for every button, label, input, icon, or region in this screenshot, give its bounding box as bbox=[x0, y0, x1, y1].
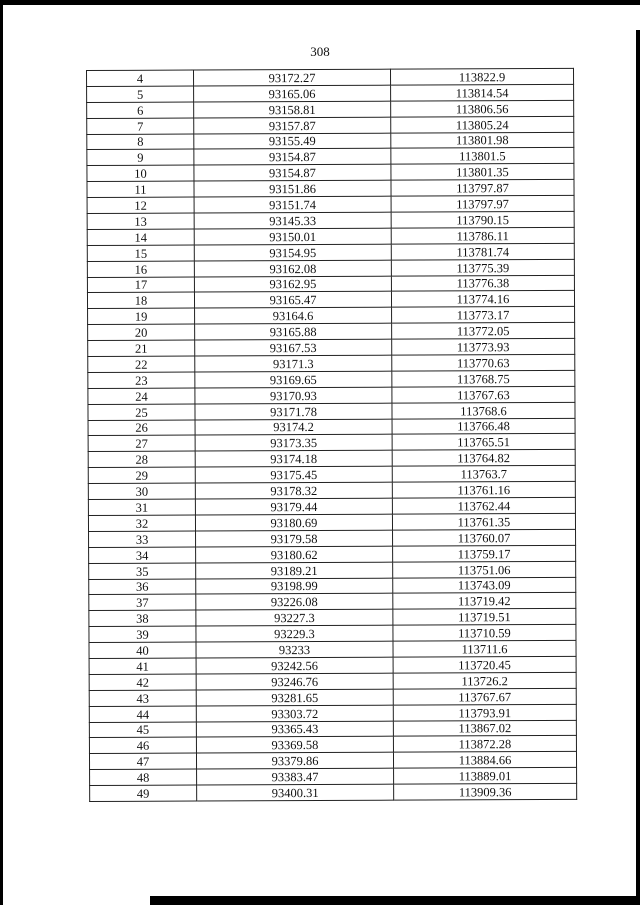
y-coordinate-cell: 113761.16 bbox=[392, 482, 575, 499]
scan-border-top bbox=[0, 0, 640, 5]
x-coordinate-cell: 93164.6 bbox=[195, 308, 392, 325]
y-coordinate-cell: 113768.6 bbox=[392, 402, 575, 419]
coordinate-table bbox=[86, 68, 577, 802]
x-coordinate-cell: 93303.72 bbox=[196, 705, 393, 722]
x-coordinate-cell: 93162.08 bbox=[194, 260, 391, 277]
table-row bbox=[87, 243, 574, 261]
y-coordinate-cell: 113773.93 bbox=[392, 339, 575, 356]
x-coordinate-cell: 93379.86 bbox=[196, 752, 393, 769]
x-coordinate-cell: 93174.2 bbox=[195, 419, 392, 436]
table-row bbox=[90, 768, 577, 786]
x-coordinate-cell: 93165.88 bbox=[195, 323, 392, 340]
point-number-cell: 11 bbox=[87, 181, 194, 197]
table-row bbox=[87, 84, 574, 102]
x-coordinate-cell: 93165.47 bbox=[194, 292, 391, 309]
point-number-cell: 38 bbox=[89, 610, 196, 626]
y-coordinate-cell: 113801.5 bbox=[391, 148, 574, 165]
y-coordinate-cell: 113710.59 bbox=[393, 625, 576, 642]
x-coordinate-cell: 93150.01 bbox=[194, 228, 391, 245]
scan-border-bottom bbox=[150, 896, 640, 905]
scan-border-left bbox=[0, 0, 3, 905]
y-coordinate-cell: 113719.42 bbox=[393, 593, 576, 610]
x-coordinate-cell: 93157.87 bbox=[194, 117, 391, 134]
y-coordinate-cell: 113768.75 bbox=[392, 370, 575, 387]
x-coordinate-cell: 93400.31 bbox=[197, 784, 394, 801]
x-coordinate-cell: 93167.53 bbox=[195, 339, 392, 356]
y-coordinate-cell: 113760.07 bbox=[393, 529, 576, 546]
point-number-cell: 47 bbox=[89, 753, 196, 769]
table-row bbox=[88, 307, 575, 325]
table-row bbox=[87, 100, 574, 118]
point-number-cell: 6 bbox=[87, 102, 194, 118]
x-coordinate-cell: 93175.45 bbox=[195, 466, 392, 483]
table-row bbox=[89, 545, 576, 563]
x-coordinate-cell: 93226.08 bbox=[196, 594, 393, 611]
table-row bbox=[87, 211, 574, 229]
y-coordinate-cell: 113781.74 bbox=[391, 243, 574, 260]
table-row bbox=[87, 195, 574, 213]
table-row bbox=[89, 529, 576, 547]
y-coordinate-cell: 113765.51 bbox=[392, 434, 575, 451]
point-number-cell: 33 bbox=[89, 531, 196, 547]
point-number-cell: 19 bbox=[88, 308, 195, 324]
x-coordinate-cell: 93369.58 bbox=[196, 737, 393, 754]
y-coordinate-cell: 113770.63 bbox=[392, 354, 575, 371]
y-coordinate-cell: 113767.67 bbox=[393, 688, 576, 705]
point-number-cell: 14 bbox=[87, 229, 194, 245]
x-coordinate-cell: 93178.32 bbox=[195, 482, 392, 499]
table-row bbox=[87, 68, 574, 86]
table-row bbox=[88, 497, 575, 515]
y-coordinate-cell: 113822.9 bbox=[390, 68, 573, 85]
point-number-cell: 30 bbox=[88, 483, 195, 499]
x-coordinate-cell: 93242.56 bbox=[196, 657, 393, 674]
y-coordinate-cell: 113719.51 bbox=[393, 609, 576, 626]
table-row bbox=[89, 736, 576, 754]
y-coordinate-cell: 113806.56 bbox=[391, 100, 574, 117]
table-row bbox=[87, 227, 574, 245]
y-coordinate-cell: 113889.01 bbox=[394, 768, 577, 785]
y-coordinate-cell: 113775.39 bbox=[391, 259, 574, 276]
table-row bbox=[88, 434, 575, 452]
x-coordinate-cell: 93233 bbox=[196, 641, 393, 658]
point-number-cell: 15 bbox=[87, 245, 194, 261]
point-number-cell: 13 bbox=[87, 213, 194, 229]
y-coordinate-cell: 113764.82 bbox=[392, 450, 575, 467]
x-coordinate-cell: 93365.43 bbox=[196, 721, 393, 738]
x-coordinate-cell: 93281.65 bbox=[196, 689, 393, 706]
point-number-cell: 32 bbox=[88, 515, 195, 531]
point-number-cell: 9 bbox=[87, 149, 194, 165]
point-number-cell: 16 bbox=[87, 261, 194, 277]
table-body bbox=[87, 68, 577, 801]
table-row bbox=[89, 577, 576, 595]
x-coordinate-cell: 93169.65 bbox=[195, 371, 392, 388]
point-number-cell: 22 bbox=[88, 356, 195, 372]
table-row bbox=[89, 656, 576, 674]
scan-border-right bbox=[636, 30, 640, 905]
table-row bbox=[88, 466, 575, 484]
x-coordinate-cell: 93172.27 bbox=[194, 69, 391, 86]
table-row bbox=[88, 402, 575, 420]
point-number-cell: 27 bbox=[88, 436, 195, 452]
y-coordinate-cell: 113743.09 bbox=[393, 577, 576, 594]
y-coordinate-cell: 113872.28 bbox=[393, 736, 576, 753]
point-number-cell: 25 bbox=[88, 404, 195, 420]
point-number-cell: 8 bbox=[87, 134, 194, 150]
y-coordinate-cell: 113720.45 bbox=[393, 656, 576, 673]
point-number-cell: 23 bbox=[88, 372, 195, 388]
x-coordinate-cell: 93154.95 bbox=[194, 244, 391, 261]
y-coordinate-cell: 113814.54 bbox=[391, 84, 574, 101]
x-coordinate-cell: 93171.3 bbox=[195, 355, 392, 372]
table-row bbox=[89, 688, 576, 706]
x-coordinate-cell: 93180.69 bbox=[195, 514, 392, 531]
point-number-cell: 26 bbox=[88, 420, 195, 436]
point-number-cell: 7 bbox=[87, 118, 194, 134]
table-row bbox=[87, 291, 574, 309]
x-coordinate-cell: 93165.06 bbox=[194, 85, 391, 102]
point-number-cell: 48 bbox=[90, 769, 197, 785]
y-coordinate-cell: 113776.38 bbox=[391, 275, 574, 292]
table-row bbox=[88, 450, 575, 468]
x-coordinate-cell: 93174.18 bbox=[195, 451, 392, 468]
point-number-cell: 37 bbox=[89, 594, 196, 610]
y-coordinate-cell: 113884.66 bbox=[393, 752, 576, 769]
table-row bbox=[88, 354, 575, 372]
y-coordinate-cell: 113766.48 bbox=[392, 418, 575, 435]
point-number-cell: 49 bbox=[90, 785, 197, 801]
y-coordinate-cell: 113786.11 bbox=[391, 227, 574, 244]
table-row bbox=[89, 625, 576, 643]
point-number-cell: 28 bbox=[88, 451, 195, 467]
table-row bbox=[87, 164, 574, 182]
point-number-cell: 17 bbox=[87, 277, 194, 293]
point-number-cell: 18 bbox=[87, 292, 194, 308]
x-coordinate-cell: 93189.21 bbox=[196, 562, 393, 579]
point-number-cell: 12 bbox=[87, 197, 194, 213]
table-row bbox=[88, 482, 575, 500]
x-coordinate-cell: 93155.49 bbox=[194, 133, 391, 150]
y-coordinate-cell: 113711.6 bbox=[393, 640, 576, 657]
x-coordinate-cell: 93170.93 bbox=[195, 387, 392, 404]
point-number-cell: 5 bbox=[87, 86, 194, 102]
y-coordinate-cell: 113767.63 bbox=[392, 386, 575, 403]
x-coordinate-cell: 93162.95 bbox=[194, 276, 391, 293]
x-coordinate-cell: 93179.58 bbox=[196, 530, 393, 547]
point-number-cell: 21 bbox=[88, 340, 195, 356]
point-number-cell: 4 bbox=[87, 70, 194, 86]
y-coordinate-cell: 113762.44 bbox=[392, 497, 575, 514]
table-row bbox=[87, 116, 574, 134]
y-coordinate-cell: 113867.02 bbox=[393, 720, 576, 737]
point-number-cell: 36 bbox=[89, 579, 196, 595]
page-number: 308 bbox=[310, 44, 330, 59]
y-coordinate-cell: 113774.16 bbox=[391, 291, 574, 308]
table-row bbox=[87, 148, 574, 166]
y-coordinate-cell: 113793.91 bbox=[393, 704, 576, 721]
x-coordinate-cell: 93158.81 bbox=[194, 101, 391, 118]
y-coordinate-cell: 113909.36 bbox=[394, 783, 577, 800]
y-coordinate-cell: 113805.24 bbox=[391, 116, 574, 133]
point-number-cell: 10 bbox=[87, 165, 194, 181]
table-row bbox=[89, 752, 576, 770]
point-number-cell: 41 bbox=[89, 658, 196, 674]
table-row bbox=[88, 418, 575, 436]
table-row bbox=[88, 323, 575, 341]
x-coordinate-cell: 93246.76 bbox=[196, 673, 393, 690]
point-number-cell: 44 bbox=[89, 706, 196, 722]
point-number-cell: 46 bbox=[89, 737, 196, 753]
y-coordinate-cell: 113801.35 bbox=[391, 164, 574, 181]
table-row bbox=[89, 672, 576, 690]
point-number-cell: 20 bbox=[88, 324, 195, 340]
point-number-cell: 34 bbox=[89, 547, 196, 563]
x-coordinate-cell: 93173.35 bbox=[195, 435, 392, 452]
x-coordinate-cell: 93180.62 bbox=[196, 546, 393, 563]
table-row bbox=[88, 370, 575, 388]
table-row bbox=[87, 259, 574, 277]
y-coordinate-cell: 113790.15 bbox=[391, 211, 574, 228]
y-coordinate-cell: 113797.97 bbox=[391, 195, 574, 212]
x-coordinate-cell: 93145.33 bbox=[194, 212, 391, 229]
table-row bbox=[88, 339, 575, 357]
x-coordinate-cell: 93198.99 bbox=[196, 578, 393, 595]
x-coordinate-cell: 93383.47 bbox=[197, 768, 394, 785]
y-coordinate-cell: 113726.2 bbox=[393, 672, 576, 689]
table-row bbox=[88, 513, 575, 531]
table-row bbox=[89, 704, 576, 722]
y-coordinate-cell: 113772.05 bbox=[392, 323, 575, 340]
table-row bbox=[89, 593, 576, 611]
point-number-cell: 35 bbox=[89, 563, 196, 579]
point-number-cell: 29 bbox=[88, 467, 195, 483]
point-number-cell: 24 bbox=[88, 388, 195, 404]
x-coordinate-cell: 93171.78 bbox=[195, 403, 392, 420]
y-coordinate-cell: 113761.35 bbox=[392, 513, 575, 530]
x-coordinate-cell: 93151.86 bbox=[194, 180, 391, 197]
table-row bbox=[88, 386, 575, 404]
y-coordinate-cell: 113763.7 bbox=[392, 466, 575, 483]
point-number-cell: 31 bbox=[88, 499, 195, 515]
y-coordinate-cell: 113797.87 bbox=[391, 180, 574, 197]
x-coordinate-cell: 93229.3 bbox=[196, 625, 393, 642]
point-number-cell: 45 bbox=[89, 722, 196, 738]
table-row bbox=[90, 783, 577, 801]
table-row bbox=[89, 609, 576, 627]
x-coordinate-cell: 93154.87 bbox=[194, 149, 391, 166]
x-coordinate-cell: 93154.87 bbox=[194, 165, 391, 182]
x-coordinate-cell: 93151.74 bbox=[194, 196, 391, 213]
point-number-cell: 39 bbox=[89, 626, 196, 642]
point-number-cell: 42 bbox=[89, 674, 196, 690]
table-row bbox=[87, 180, 574, 198]
y-coordinate-cell: 113801.98 bbox=[391, 132, 574, 149]
table-row bbox=[89, 561, 576, 579]
x-coordinate-cell: 93179.44 bbox=[195, 498, 392, 515]
y-coordinate-cell: 113759.17 bbox=[393, 545, 576, 562]
y-coordinate-cell: 113773.17 bbox=[392, 307, 575, 324]
table-row bbox=[87, 275, 574, 293]
y-coordinate-cell: 113751.06 bbox=[393, 561, 576, 578]
table-row bbox=[87, 132, 574, 150]
point-number-cell: 43 bbox=[89, 690, 196, 706]
table-row bbox=[89, 720, 576, 738]
x-coordinate-cell: 93227.3 bbox=[196, 609, 393, 626]
table-row bbox=[89, 640, 576, 658]
point-number-cell: 40 bbox=[89, 642, 196, 658]
